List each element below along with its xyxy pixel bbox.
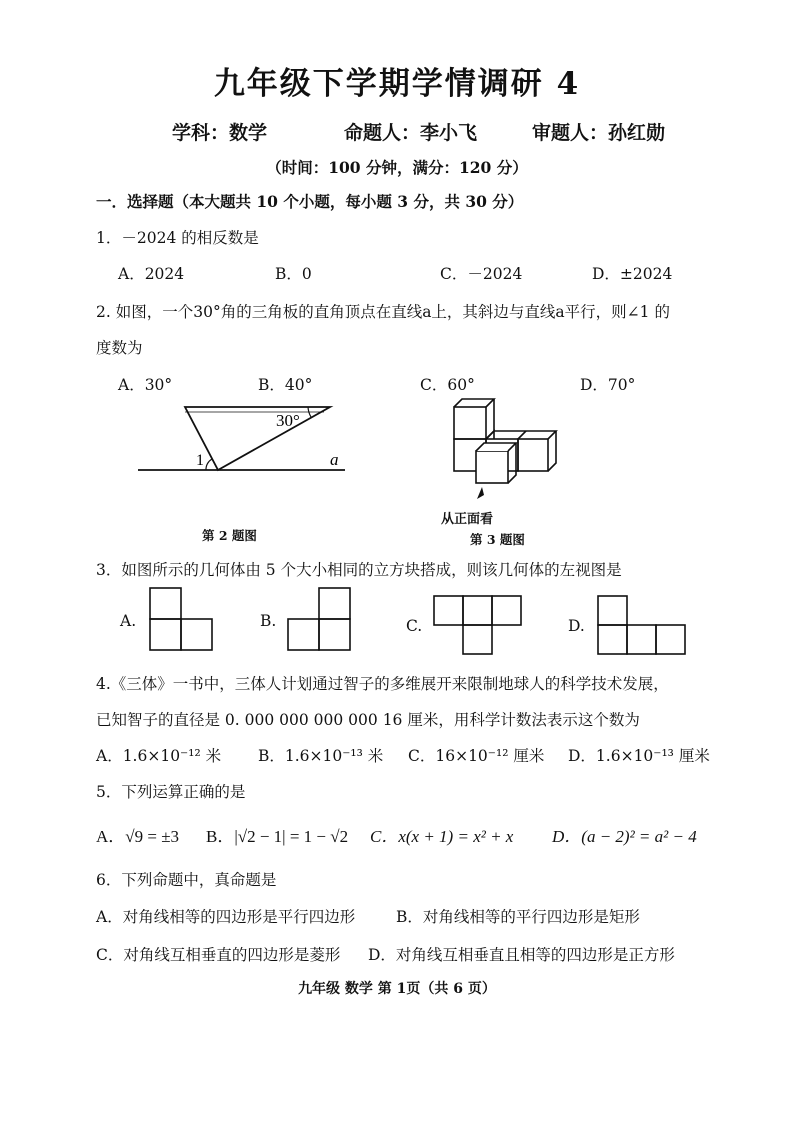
time-info: （时间：100 分钟，满分：120 分） — [266, 158, 528, 177]
q2-option-b: B．40° — [258, 376, 313, 394]
question-4-stem-line1: 4.《三体》一书中，三体人计划通过智子的多维展开来限制地球人的科学技术发展， — [96, 675, 669, 693]
q4-option-b: B．1.6×10⁻¹³ 米 — [258, 747, 384, 765]
cube-front — [476, 451, 508, 483]
line-a-label: a — [330, 450, 339, 469]
angle-1-label: 1 — [196, 452, 204, 469]
q2-option-a: A．30° — [118, 376, 173, 394]
page-title: 九年级下学期学情调研 4 — [213, 66, 581, 102]
q4-option-d: D．1.6×10⁻¹³ 厘米 — [568, 747, 710, 765]
q3-option-d-view — [596, 594, 686, 656]
q6-option-b: B．对角线相等的平行四边形是矩形 — [396, 908, 640, 926]
q1-option-d: D．±2024 — [592, 265, 673, 283]
question-2-stem-line2: 度数为 — [96, 339, 143, 357]
q3-caption: 第 3 题图 — [470, 532, 525, 547]
question-4-stem-line2: 已知智子的直径是 0. 000 000 000 000 16 厘米，用科学计数法表示这个数为 — [96, 711, 640, 729]
q4-option-a: A．1.6×10⁻¹² 米 — [96, 747, 222, 765]
q1-option-c: C．－2024 — [440, 265, 523, 283]
question-2-stem-line1: 2. 如图，一个30°角的三角板的直角顶点在直线a上，其斜边与直线a平行，则∠1 的 — [96, 303, 670, 321]
cube-top-top — [454, 399, 494, 407]
cube-top-front — [454, 407, 486, 439]
q2-caption: 第 2 题图 — [202, 528, 257, 543]
question-1-stem: 1．－2024 的相反数是 — [96, 229, 259, 247]
author-label: 命题人：李小飞 — [344, 122, 478, 144]
q3-option-d-label: D. — [568, 617, 585, 635]
angle-1-arc — [206, 459, 212, 470]
q4-option-c: C．16×10⁻¹² 厘米 — [408, 747, 545, 765]
q2-option-c: C．60° — [420, 376, 475, 394]
q5-option-b: B．|√2 − 1| = 1 − √2 — [206, 827, 349, 846]
q3-option-c-view — [432, 594, 522, 656]
q3-option-c-label: C. — [406, 617, 423, 635]
q2-option-d: D．70° — [580, 376, 636, 394]
q1-option-b: B．0 — [275, 265, 312, 283]
q3-cube-figure — [440, 395, 570, 500]
q5-option-c: C．x(x + 1) = x² + x — [370, 827, 514, 846]
subject-label: 学科：数学 — [172, 122, 268, 144]
reviewer-label: 审题人：孙红勋 — [532, 122, 666, 144]
q1-option-a: A．2024 — [118, 265, 185, 283]
q3-option-a-label: A. — [120, 612, 137, 630]
q3-option-b-view — [286, 586, 352, 652]
cube-edge-2 — [518, 431, 526, 439]
q3-view-label: 从正面看 — [441, 512, 494, 527]
q2-triangle-figure — [130, 395, 360, 485]
set-square-triangle — [185, 407, 330, 470]
q6-option-d: D．对角线互相垂直且相等的四边形是正方形 — [368, 946, 675, 964]
q3-option-a-view — [148, 586, 214, 652]
section-heading: 一．选择题（本大题共 10 个小题，每小题 3 分，共 30 分） — [96, 192, 524, 211]
q5-option-a: A．√9 = ±3 — [96, 827, 180, 846]
question-6-stem: 6．下列命题中，真命题是 — [96, 871, 277, 889]
q3-option-b-label: B. — [260, 612, 277, 630]
cube-right-front — [518, 439, 548, 471]
q6-option-c: C．对角线互相垂直的四边形是菱形 — [96, 946, 341, 964]
angle-30-label: 30° — [276, 411, 300, 430]
question-5-stem: 5．下列运算正确的是 — [96, 783, 246, 801]
cube-front-top — [476, 443, 516, 451]
question-3-stem: 3．如图所示的几何体由 5 个大小相同的立方块搭成，则该几何体的左视图是 — [96, 561, 622, 579]
page-footer: 九年级 数学 第 1页（共 6 页） — [298, 981, 496, 997]
q6-option-a: A．对角线相等的四边形是平行四边形 — [96, 908, 356, 926]
q5-option-d: D．(a − 2)² = a² − 4 — [552, 827, 697, 846]
view-arrow-icon — [477, 487, 484, 499]
